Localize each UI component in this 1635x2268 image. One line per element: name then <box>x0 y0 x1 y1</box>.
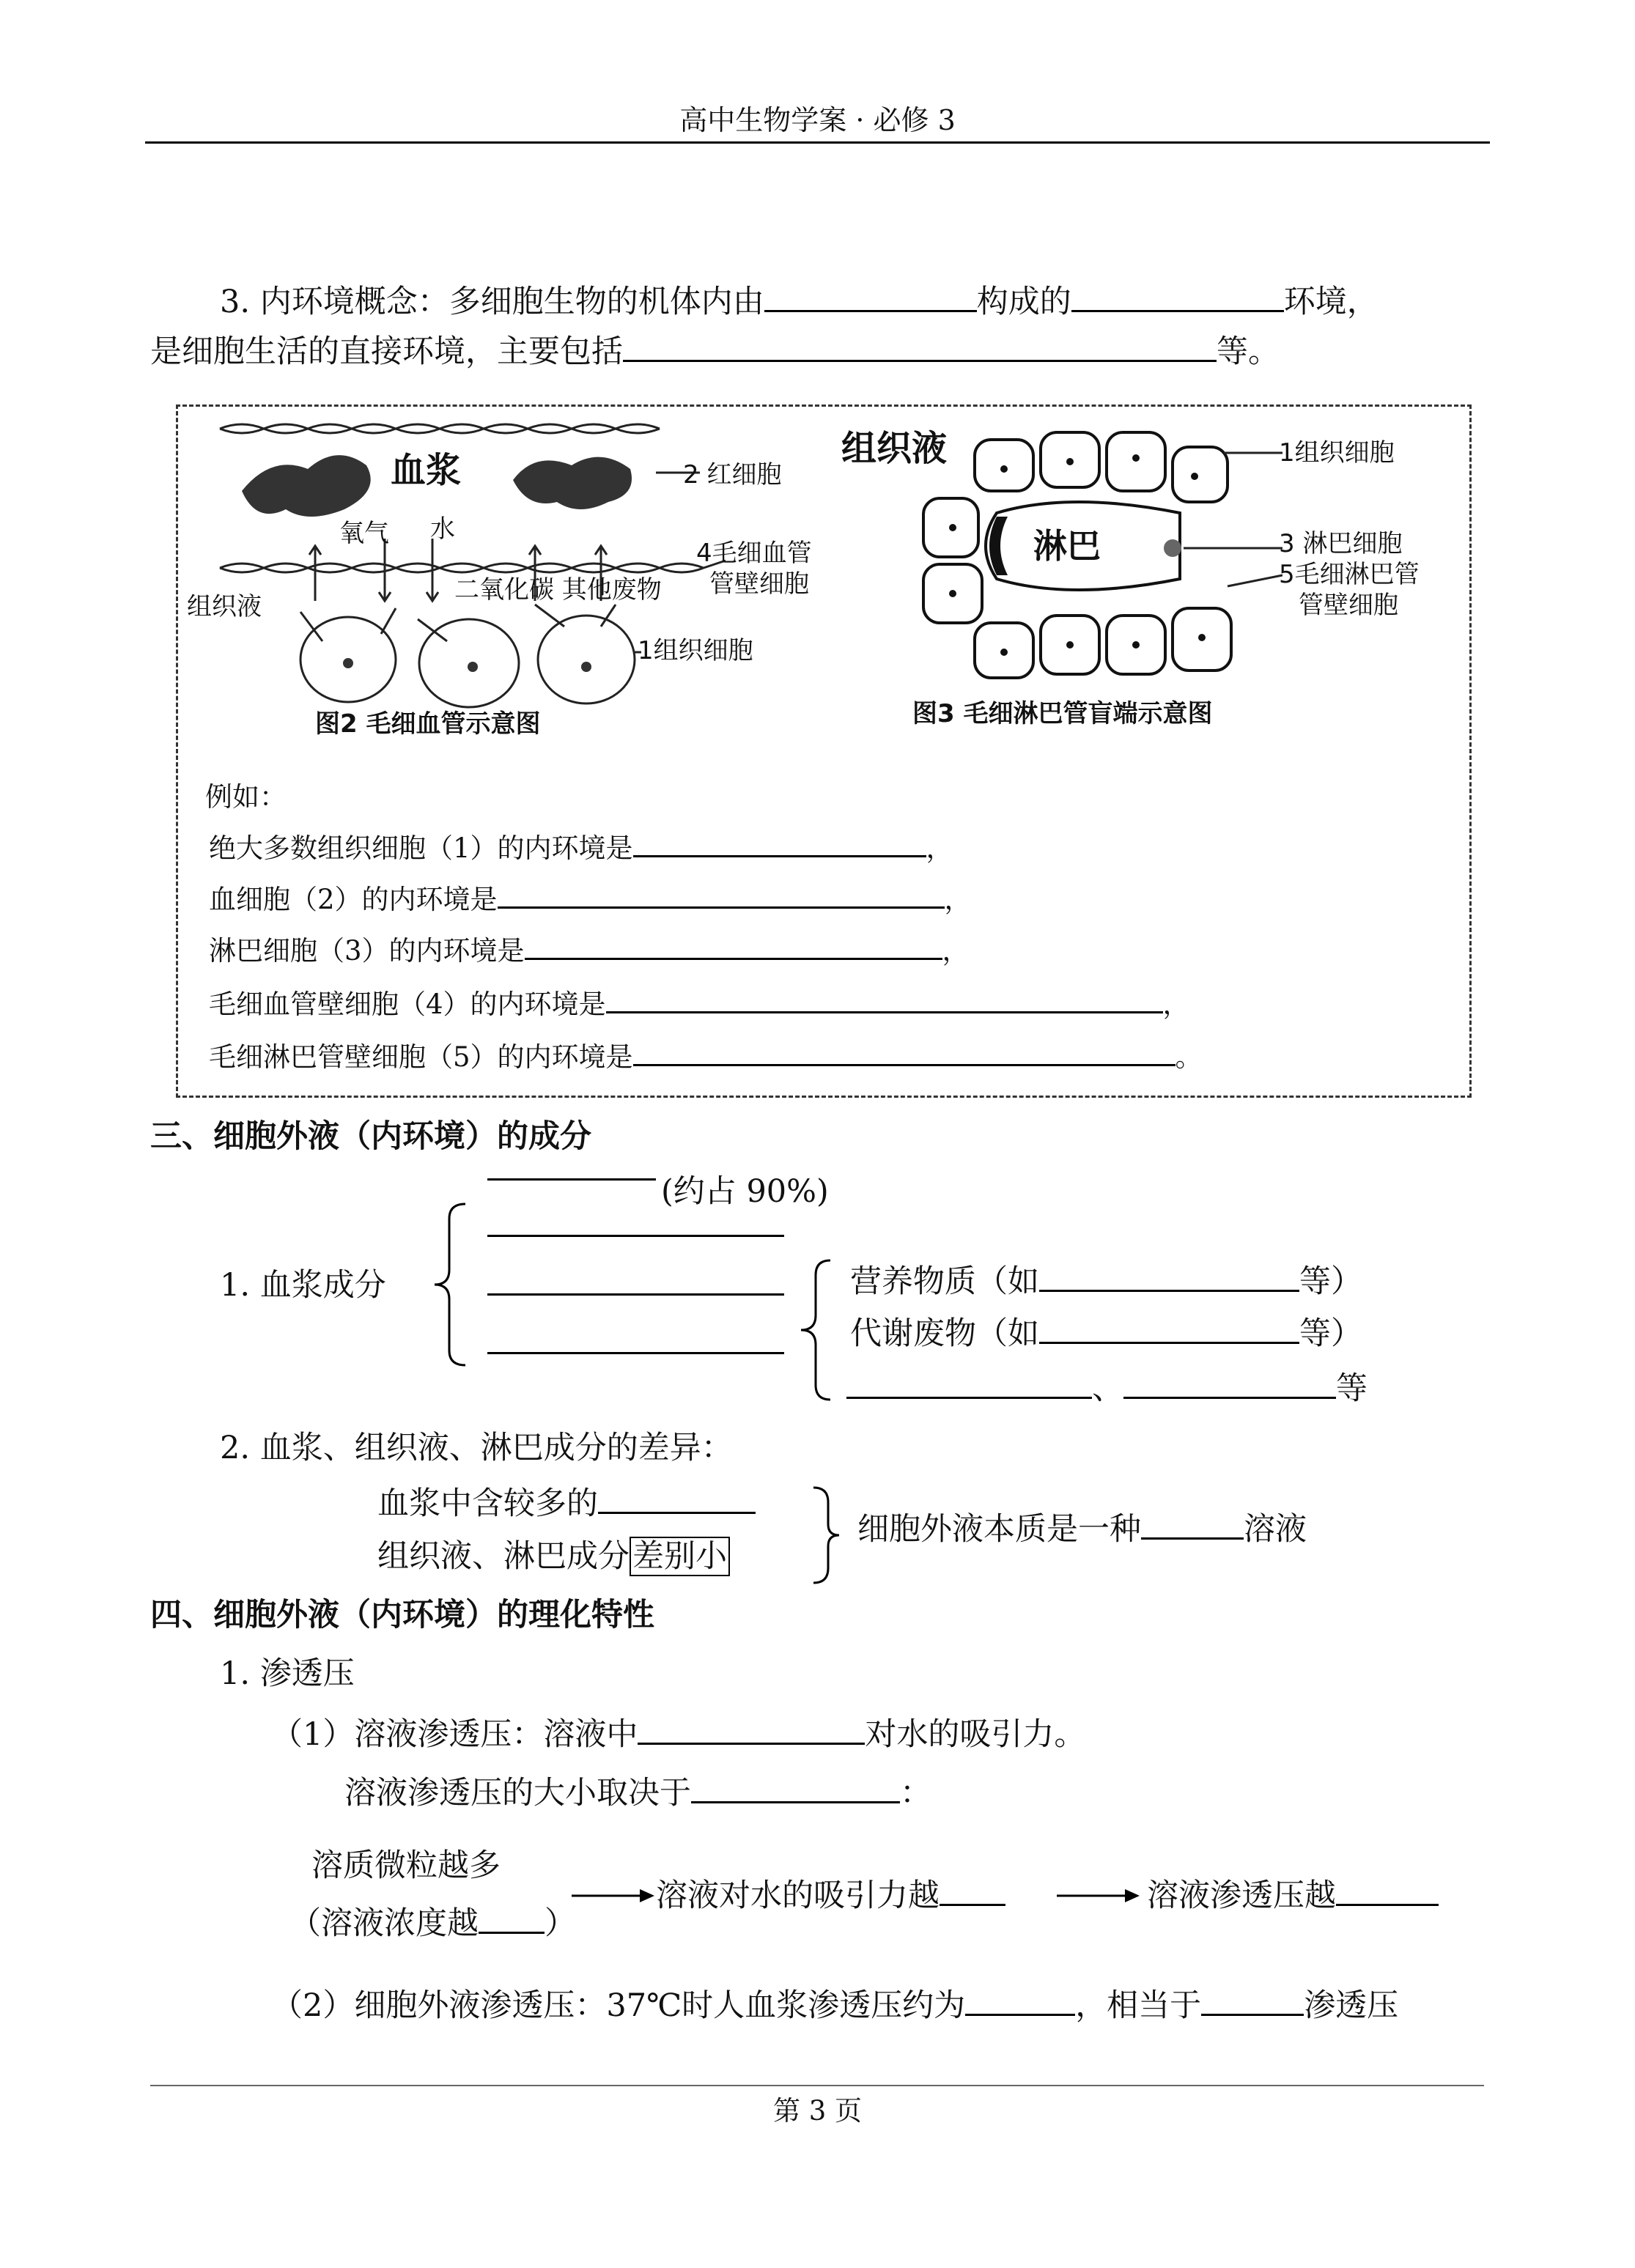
rbc-label: 2 红细胞 <box>683 460 782 490</box>
pressure-line <box>1147 1876 1439 1915</box>
example-item <box>209 988 1190 1022</box>
section-four-heading: 四、细胞外液（内环境）的理化特性 <box>150 1597 654 1633</box>
figure3-caption: 图3 毛细淋巴管盲端示意图 <box>912 699 1213 728</box>
wastes-text: 代谢废物（如 <box>850 1315 1039 1352</box>
oxygen-label: 氧气 <box>339 519 389 548</box>
blank[interactable] <box>1071 282 1284 312</box>
def-text: （1）溶液渗透压：溶液中 <box>271 1716 638 1753</box>
attraction-text: 溶液对水的吸引力越 <box>656 1877 940 1914</box>
blank[interactable] <box>606 988 1163 1013</box>
diff-text: 组织液、淋巴成分 <box>377 1538 630 1575</box>
example-end: ， <box>942 935 970 967</box>
example-text: 淋巴细胞（3）的内环境是 <box>209 935 525 967</box>
blank[interactable] <box>1201 1986 1304 2016</box>
blank[interactable] <box>846 1369 1092 1399</box>
blank[interactable] <box>764 282 977 312</box>
difference-title: 2. 血浆、组织液、淋巴成分的差异： <box>220 1430 733 1466</box>
lymph-wall-label-2: 管壁细胞 <box>1299 591 1398 620</box>
concept-text: 等。 <box>1217 333 1280 370</box>
concept-line1 <box>220 282 1379 321</box>
concept-text: 是细胞生活的直接环境，主要包括 <box>150 333 623 370</box>
etc-text: 等） <box>1299 1315 1362 1352</box>
capillary-wall-label: 4毛细血管 <box>696 539 812 568</box>
blank[interactable] <box>479 1904 545 1934</box>
nutrients-text: 营养物质（如 <box>850 1263 1039 1300</box>
blank[interactable] <box>487 1178 656 1181</box>
depends-text: 溶液渗透压的大小取决于 <box>344 1775 691 1811</box>
blank[interactable] <box>598 1484 756 1514</box>
blank[interactable] <box>498 883 945 909</box>
footer-rule <box>150 2085 1484 2086</box>
page-header: 高中生物学案 · 必修 3 <box>679 104 956 136</box>
example-text: 绝大多数组织细胞（1）的内环境是 <box>209 832 633 864</box>
example-item <box>209 832 953 865</box>
solute-more: 溶质微粒越多 <box>311 1847 501 1884</box>
blank[interactable] <box>1123 1369 1336 1399</box>
ecf-osmotic-line <box>271 1986 1398 2025</box>
example-text: 毛细血管壁细胞（4）的内环境是 <box>209 989 606 1020</box>
osmotic-definition <box>271 1715 1085 1754</box>
etc-text: 等） <box>1299 1263 1362 1300</box>
ecf-text: （2）细胞外液渗透压：37℃时人血浆渗透压约为 <box>271 1987 966 2024</box>
concept-text: 构成的 <box>976 284 1071 320</box>
example-item <box>209 883 972 917</box>
wastes-line <box>850 1314 1362 1353</box>
boxed-answer: 差别小 <box>630 1537 730 1576</box>
water-label: 水 <box>430 514 455 544</box>
fig3-tissue-cell-label: 1组织细胞 <box>1279 438 1395 468</box>
def-text: 对水的吸引力。 <box>865 1716 1086 1753</box>
difference-line1 <box>377 1484 756 1523</box>
blank[interactable] <box>1336 1876 1439 1906</box>
example-end: 。 <box>1175 1041 1203 1073</box>
essence-line <box>857 1510 1307 1548</box>
blank[interactable] <box>691 1773 900 1803</box>
blank[interactable] <box>487 1235 784 1237</box>
example-end: ， <box>926 832 953 864</box>
left-brace <box>429 1200 473 1369</box>
examples-intro: 例如： <box>205 781 287 813</box>
attraction-line <box>656 1876 1005 1915</box>
blank[interactable] <box>633 832 926 857</box>
sep-text: 、 <box>1092 1370 1123 1407</box>
pressure-text: 溶液渗透压越 <box>1147 1877 1336 1914</box>
depends-line <box>344 1773 931 1812</box>
essence-text: 溶液 <box>1244 1511 1307 1548</box>
etc-text: 等 <box>1336 1370 1368 1407</box>
conc-text: （溶液浓度越 <box>289 1905 479 1942</box>
ecf-text: 渗透压 <box>1304 1987 1399 2024</box>
blank[interactable] <box>623 332 1217 362</box>
diff-brace <box>810 1484 843 1587</box>
arrow-2 <box>1055 1885 1143 1907</box>
lymph-wall-label: 5毛细淋巴管 <box>1279 560 1420 589</box>
header-rule <box>145 141 1490 144</box>
capillary-wall-label-2: 管壁细胞 <box>709 569 809 599</box>
concept-text: 3. 内环境概念：多细胞生物的机体内由 <box>220 284 764 320</box>
arrow-1 <box>570 1885 658 1907</box>
blank[interactable] <box>633 1041 1175 1066</box>
depends-text: ： <box>900 1775 931 1811</box>
example-end: ， <box>944 884 972 915</box>
water-note: (约占 90%) <box>661 1173 829 1210</box>
blank[interactable] <box>638 1715 865 1745</box>
nutrients-line <box>850 1262 1362 1301</box>
example-item <box>209 934 970 968</box>
blank[interactable] <box>940 1876 1005 1906</box>
plasma-label: 血浆 <box>391 450 462 491</box>
difference-line2 <box>377 1537 730 1576</box>
example-item <box>209 1041 1203 1074</box>
example-text: 毛细淋巴管壁细胞（5）的内环境是 <box>209 1041 633 1073</box>
diff-text: 血浆中含较多的 <box>377 1485 598 1522</box>
blank[interactable] <box>965 1986 1075 2016</box>
lymph-label: 淋巴 <box>1033 526 1101 566</box>
osmotic-title: 1. 渗透压 <box>220 1655 355 1692</box>
example-end: ， <box>1162 989 1190 1020</box>
other-line <box>846 1369 1368 1408</box>
figure2-caption: 图2 毛细血管示意图 <box>315 709 541 739</box>
blank[interactable] <box>487 1293 784 1296</box>
blank[interactable] <box>525 934 942 960</box>
blank[interactable] <box>1039 1314 1299 1344</box>
blank[interactable] <box>1141 1510 1244 1540</box>
concept-text: 环境， <box>1283 284 1379 320</box>
tissue-fluid-label: 组织液 <box>187 592 262 621</box>
fig3-tissue-fluid-label: 组织液 <box>841 428 948 469</box>
blank[interactable] <box>487 1352 784 1354</box>
lymph-cell-label: 3 淋巴细胞 <box>1279 529 1403 558</box>
ecf-text: ，相当于 <box>1075 1987 1202 2024</box>
page-number: 第 3 页 <box>772 2095 863 2127</box>
concept-line2 <box>150 332 1280 371</box>
example-text: 血细胞（2）的内环境是 <box>209 884 498 915</box>
right-brace <box>795 1257 839 1403</box>
plasma-components-label: 1. 血浆成分 <box>220 1267 386 1304</box>
essence-text: 细胞外液本质是一种 <box>857 1511 1141 1548</box>
section-three-heading: 三、细胞外液（内环境）的成分 <box>150 1118 591 1155</box>
conc-text: ） <box>545 1905 576 1942</box>
blank[interactable] <box>1039 1262 1299 1292</box>
concentration-line <box>289 1904 576 1943</box>
co2-waste-label: 二氧化碳 其他废物 <box>454 575 662 605</box>
tissue-cell-label: 1组织细胞 <box>638 636 753 665</box>
